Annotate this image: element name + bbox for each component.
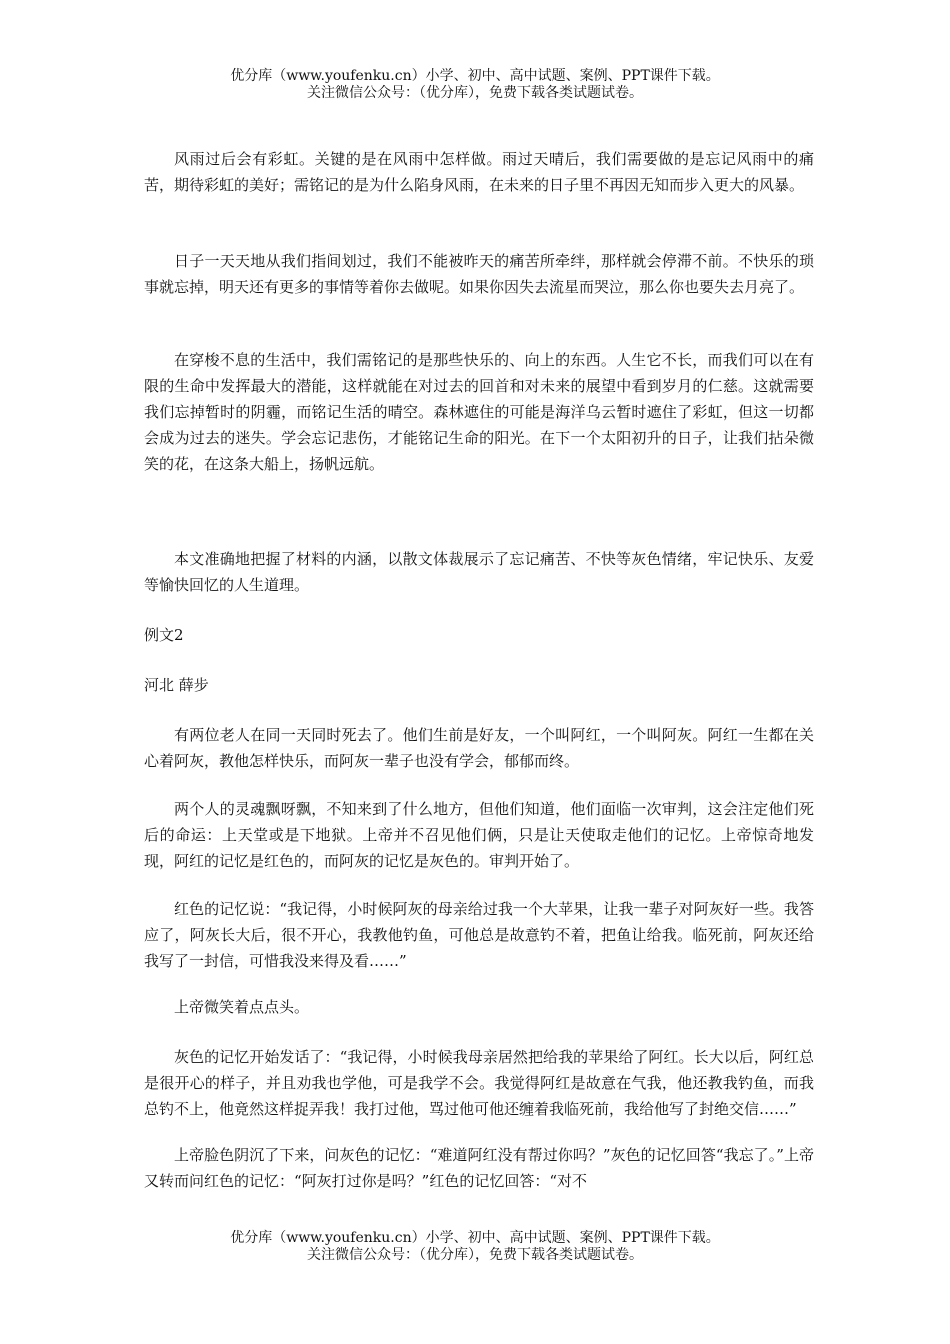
paragraph-6: 两个人的灵魂飘呀飘，不知来到了什么地方，但他们知道，他们面临一次审判，这会注定他们死后的命运：上天堂或是下地狱。上帝并不召见他们俩，只是让天使取走他们的记忆。上帝惊奇地发现，阿红的记忆是红色的，而阿灰的记忆是灰色的。审判开始了。 xyxy=(144,800,814,870)
paragraph-9: 灰色的记忆开始发话了：“我记得，小时候我母亲居然把给我的苹果给了阿红。长大以后，阿红总是很开心的样子，并且劝我也学他，可是我学不会。我觉得阿红是故意在气我，他还教我钓鱼，而我总钓不上，他竟然这样捉弄我！我打过他，骂过他可他还缠着我临死前，我给他写了封绝交信……” xyxy=(144,1048,814,1118)
paragraph-8: 上帝微笑着点点头。 xyxy=(174,998,310,1016)
paragraph-7: 红色的记忆说：“我记得，小时候阿灰的母亲给过我一个大苹果，让我一辈子对阿灰好一些。我答应了，阿灰长大后，很不开心，我教他钓鱼，可他总是故意钓不着，把鱼让给我。临死前，阿灰还给我写了一封信，可惜我没来得及看……” xyxy=(144,900,814,970)
footer-line-1: 优分库（www.youfenku.cn）小学、初中、高中试题、案例、PPT课件下载。 xyxy=(230,1230,720,1246)
paragraph-3: 在穿梭不息的生活中，我们需铭记的是那些快乐的、向上的东西。人生它不长，而我们可以在有限的生命中发挥最大的潜能，这样就能在对过去的回首和对未来的展望中看到岁月的仁慈。这就需要我们忘掉暂时的阴霾，而铭记生活的晴空。森林遮住的可能是海洋乌云暂时遮住了彩虹，但这一切都会成为过去的迷失。学会忘记悲伤，才能铭记生命的阳光。在下一个太阳初升的日子，让我们拈朵微笑的花，在这条大船上，扬帆远航。 xyxy=(144,351,814,473)
paragraph-10: 上帝脸色阴沉了下来，问灰色的记忆：“难道阿红没有帮过你吗？”灰色的记忆回答“我忘了。”上帝又转而问红色的记忆：“阿灰打过你是吗？”红色的记忆回答：“对不 xyxy=(144,1146,814,1190)
paragraph-1: 风雨过后会有彩虹。关键的是在风雨中怎样做。雨过天晴后，我们需要做的是忘记风雨中的痛苦，期待彩虹的美好；需铭记的是为什么陷身风雨，在未来的日子里不再因无知而步入更大的风暴。 xyxy=(144,150,814,194)
header-line-1: 优分库（www.youfenku.cn）小学、初中、高中试题、案例、PPT课件下载。 xyxy=(230,68,720,84)
page-header xyxy=(0,68,950,102)
footer-line-2: 关注微信公众号：（优分库），免费下载各类试题试卷。 xyxy=(307,1247,643,1263)
header-line-2: 关注微信公众号：（优分库），免费下载各类试题试卷。 xyxy=(307,85,643,101)
paragraph-2: 日子一天天地从我们指间划过，我们不能被昨天的痛苦所牵绊，那样就会停滞不前。不快乐的琐事就忘掉，明天还有更多的事情等着你去做呢。如果你因失去流星而哭泣，那么你也要失去月亮了。 xyxy=(144,252,814,296)
author-line: 河北 薛步 xyxy=(144,676,209,694)
page-footer xyxy=(0,1230,950,1264)
example-title: 例文2 xyxy=(144,626,184,644)
paragraph-5: 有两位老人在同一天同时死去了。他们生前是好友，一个叫阿红，一个叫阿灰。阿红一生都在关心着阿灰，教他怎样快乐，而阿灰一辈子也没有学会，郁郁而终。 xyxy=(144,726,814,770)
commentary-paragraph: 本文准确地把握了材料的内涵，以散文体裁展示了忘记痛苦、不快等灰色情绪，牢记快乐、友爱等愉快回忆的人生道理。 xyxy=(144,550,814,594)
